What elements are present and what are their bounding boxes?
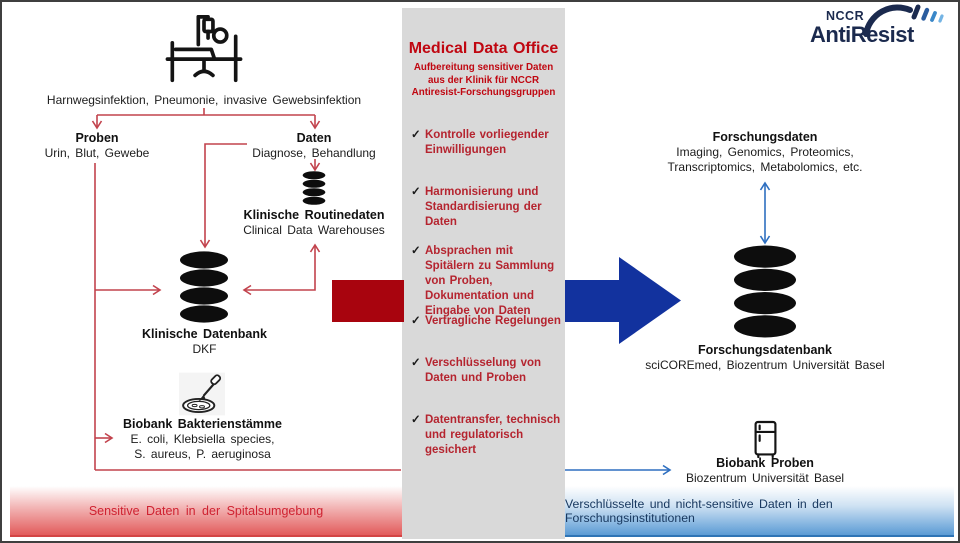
proben-subtitle: Urin, Blut, Gewebe (44, 146, 150, 160)
forschungsdaten-line2: Transcriptomics, Metabolomics, etc. (667, 160, 863, 174)
dkf-database-icon (175, 251, 233, 323)
footer-research-zone (565, 486, 954, 537)
daten-node (249, 131, 379, 161)
routinedaten-subtitle: Clinical Data Warehouses (243, 223, 385, 237)
checklist-item-text: Kontrolle vorliegender Einwilligungen (425, 129, 549, 156)
checklist-item (411, 244, 563, 319)
biobank-proben-node (640, 456, 890, 486)
nccr-antiresist-logo (804, 8, 950, 56)
check-icon: ✓ (411, 357, 421, 369)
checklist-item-text: Harmonisierung und Standardisierung der Daten (425, 186, 542, 228)
biobank-proben-title: Biobank Proben (716, 456, 814, 470)
checklist-item-text: Verschlüsselung von Daten und Proben (425, 357, 542, 384)
medical-data-office-subtitle: Aufbereitung sensitiver Daten aus der Klinik für NCCR Antiresist-Forschungsgruppen (411, 62, 556, 98)
big-blue-arrow (565, 257, 681, 344)
checklist-item-text: Datentransfer, technisch und regulatorisch gesichert (425, 414, 561, 456)
checklist-item (411, 185, 563, 230)
petri-dish-icon (179, 372, 225, 416)
footer-hospital-text: Sensitive Daten in der Spitalsumgebung (88, 503, 324, 518)
footer-hospital-zone (10, 486, 402, 537)
daten-subtitle: Diagnose, Behandlung (252, 146, 376, 160)
biobank-bakterien-line1: E. coli, Klebsiella species, (130, 432, 275, 446)
logo-nccr-text: NCCR (826, 9, 865, 23)
biobank-bakterien-line2: S. aureus, P. aeruginosa (134, 447, 271, 461)
routinedaten-title: Klinische Routinedaten (243, 208, 385, 222)
checklist-item (411, 314, 563, 329)
logo-brand-text: AntiResist (810, 22, 914, 47)
forschungsdaten-title: Forschungsdaten (712, 130, 818, 144)
medical-data-office-header (406, 40, 561, 100)
biobank-proben-subtitle: Biozentrum Universität Basel (685, 471, 845, 485)
check-icon: ✓ (411, 129, 421, 141)
check-icon: ✓ (411, 414, 421, 426)
logo-arc-icon (860, 3, 948, 37)
forschungsdatenbank-title: Forschungsdatenbank (697, 343, 833, 357)
checklist-item-text: Absprachen mit Spitälern zu Sammlung von Proben, Dokumentation und Eingabe von Daten (425, 245, 555, 317)
biobank-bakterien-title: Biobank Bakterienstämme (122, 417, 282, 431)
dkf-title: Klinische Datenbank (142, 327, 267, 341)
big-red-arrow (332, 280, 404, 322)
patient-caption: Harnwegsinfektion, Pneumonie, invasive Gewebsinfektion (46, 93, 362, 107)
patient-bed-icon (159, 12, 249, 90)
checklist-item (411, 356, 563, 386)
footer-research-text: Verschlüsselte und nicht-sensitive Daten in den Forschungsinstitutionen (565, 496, 833, 525)
forschungsdatenbank-subtitle: sciCOREmed, Biozentrum Universität Basel (645, 358, 885, 372)
forschungsdaten-node (615, 130, 915, 175)
freezer-icon (752, 420, 779, 460)
checklist-item (411, 413, 563, 458)
dkf-node (132, 327, 277, 357)
forschungsdaten-line1: Imaging, Genomics, Proteomics, (676, 145, 854, 159)
checklist-item (411, 128, 563, 158)
proben-title: Proben (75, 131, 119, 145)
biobank-bakterien-node (105, 417, 300, 462)
check-icon: ✓ (411, 186, 421, 198)
check-icon: ✓ (411, 315, 421, 327)
forschungsdatenbank-node (615, 343, 915, 373)
proben-node (32, 131, 162, 161)
daten-title: Daten (296, 131, 332, 145)
routinedaten-node (230, 208, 398, 238)
routinedaten-database-icon (296, 171, 332, 205)
medical-data-office-title: Medical Data Office (408, 40, 559, 57)
check-icon: ✓ (411, 245, 421, 257)
dkf-subtitle: DKF (192, 342, 217, 356)
forschungsdatenbank-database-icon (723, 245, 807, 338)
checklist-item-text: Vertragliche Regelungen (425, 315, 561, 327)
